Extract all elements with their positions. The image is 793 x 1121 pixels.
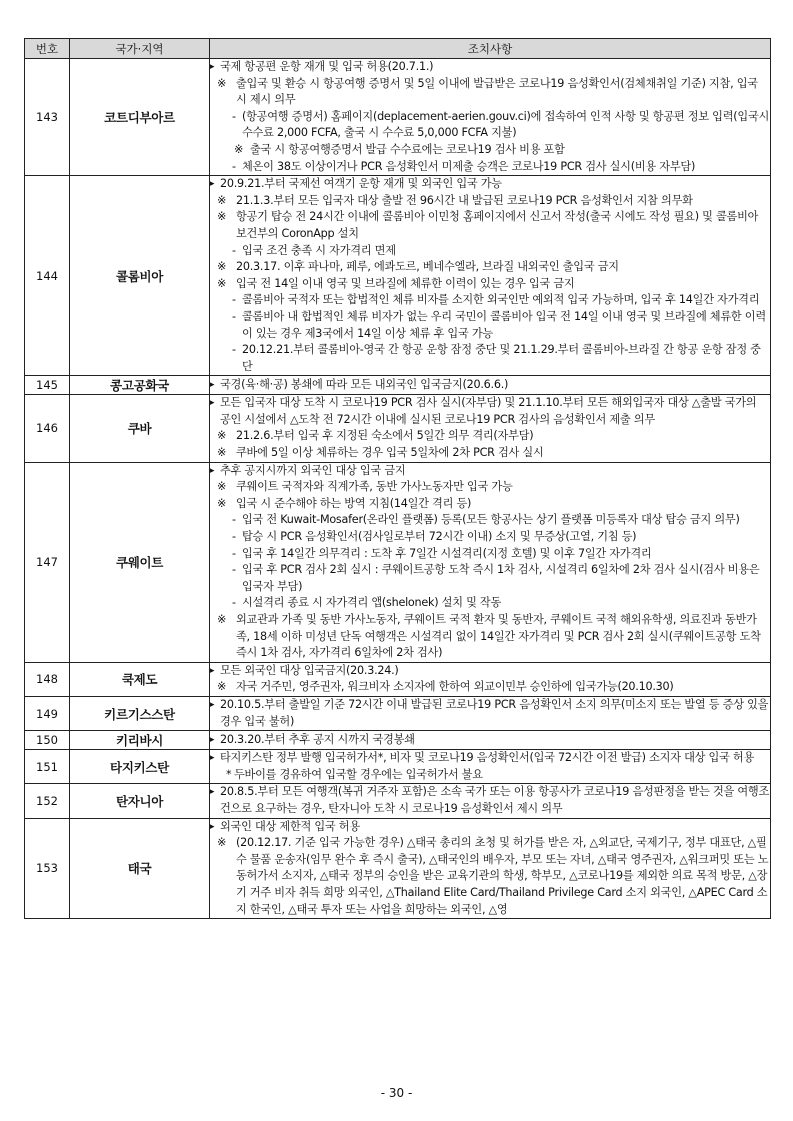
country-name: 코트디부아르 [70, 59, 210, 176]
measure-item: ※ 쿠바에 5일 이상 체류하는 경우 입국 5일차에 2차 PCR 검사 실시 [210, 445, 770, 462]
measure-item: ※ 자국 거주민, 영주권자, 워크비자 소지자에 한하여 외교이민부 승인하에 입국가능(20.10.30) [210, 679, 770, 696]
measure-item: ▸ 추후 공지시까지 외국인 대상 입국 금지 [210, 463, 770, 480]
measures-table [24, 38, 771, 919]
measure-item: ▸ 20.3.20.부터 추후 공지 시까지 국경봉쇄 [210, 732, 770, 749]
measure-item: - 콜롬비아 국적자 또는 합법적인 체류 비자를 소지한 외국인만 예외적 입국 가능하며, 입국 후 14일간 자가격리 [210, 292, 770, 309]
table-row [25, 59, 771, 176]
measures-cell [210, 784, 771, 818]
table-row [25, 462, 771, 662]
measure-item: ※ 쿠웨이트 국적자와 직계가족, 동반 가사노동자만 입국 가능 [210, 479, 770, 496]
measure-item: ▸ 모든 입국자 대상 도착 시 코로나19 PCR 검사 실시(자부담) 및 21.1.10.부터 모든 해외입국자 대상 △출발 국가의 공인 시설에서 △도착 전 72시간 이내에 실시된 코로나19 PCR 검사의 음성확인서 제출 의무 [210, 395, 770, 428]
row-number: 148 [25, 662, 70, 696]
table-row [25, 376, 771, 395]
header-country: 국가·지역 [70, 39, 210, 59]
header-number: 번호 [25, 39, 70, 59]
table-row [25, 662, 771, 696]
row-number: 153 [25, 818, 70, 919]
page-number: - 30 - [380, 1086, 413, 1100]
measure-item: - (항공여행 증명서) 홈페이지(deplacement-aerien.gouv.ci)에 접속하여 인적 사항 및 항공편 정보 입력(입국시 수수료 2,000 FCFA, 출국 시 수수료 5,0,000 FCFA 지불) [210, 109, 770, 142]
measure-item: ※ 입국 전 14일 이내 영국 및 브라질에 체류한 이력이 있는 경우 입국 금지 [210, 276, 770, 293]
measures-cell [210, 731, 771, 750]
country-name: 콩고공화국 [70, 376, 210, 395]
measure-item: ※ 21.2.6.부터 입국 후 지정된 숙소에서 5일간 의무 격리(자부담) [210, 428, 770, 445]
measure-item: ▸ 20.9.21.부터 국제선 여객기 운항 재개 및 외국인 입국 가능 [210, 176, 770, 193]
measure-item: - 콜롬비아 내 합법적인 체류 비자가 없는 우리 국민이 콜롬비아 입국 전 14일 이내 영국 및 브라질에 체류한 이력이 있는 경우 제3국에서 14일 이상 체류 후 입국 가능 [210, 309, 770, 342]
measures-cell [210, 376, 771, 395]
measure-item: - 체온이 38도 이상이거나 PCR 음성확인서 미제출 승객은 코로나19 PCR 검사 실시(비용 자부담) [210, 159, 770, 176]
measure-item: ※ 20.3.17. 이후 파나마, 페루, 에콰도르, 베네수엘라, 브라질 내외국인 출입국 금지 [210, 259, 770, 276]
measure-item: ▸ 국제 항공편 운항 재개 및 입국 허용(20.7.1.) [210, 59, 770, 76]
country-name: 쿡제도 [70, 662, 210, 696]
table-header-row [25, 39, 771, 59]
country-name: 태국 [70, 818, 210, 919]
measure-item: - 입국 후 14일간 의무격리 : 도착 후 7일간 시설격리(지정 호텔) 및 이후 7일간 자가격리 [210, 546, 770, 563]
measure-item: ▸ 20.10.5.부터 출발일 기준 72시간 이내 발급된 코로나19 PCR 음성확인서 소지 의무(미소지 또는 발열 등 증상 있을 경우 입국 불허) [210, 697, 770, 730]
measure-item: ▸ 모든 외국인 대상 입국금지(20.3.24.) [210, 663, 770, 680]
measures-cell [210, 462, 771, 662]
table-row [25, 395, 771, 462]
measure-item: ※ 출입국 및 환승 시 항공여행 증명서 및 5일 이내에 발급받은 코로나19 음성확인서(검체채취일 기준) 지참, 입국 시 제시 의무 [210, 76, 770, 109]
measure-item: - 입국 전 Kuwait-Mosafer(온라인 플랫폼) 등록(모든 항공사는 상기 플랫폼 미등록자 대상 탑승 금지 의무) [210, 512, 770, 529]
measures-cell [210, 59, 771, 176]
measure-item: ▸ 타지키스탄 정부 발행 입국허가서*, 비자 및 코로나19 음성확인서(입국 72시간 이전 발급) 소지자 대상 입국 허용 [210, 750, 770, 767]
row-number: 146 [25, 395, 70, 462]
measure-item: ※ 출국 시 항공여행증명서 발급 수수료에는 코로나19 검사 비용 포함 [210, 142, 770, 159]
header-measures: 조치사항 [210, 39, 771, 59]
row-number: 145 [25, 376, 70, 395]
measure-item: ※ 21.1.3.부터 모든 입국자 대상 출발 전 96시간 내 발급된 코로나19 PCR 음성확인서 지참 의무화 [210, 193, 770, 210]
country-name: 탄자니아 [70, 784, 210, 818]
row-number: 144 [25, 176, 70, 376]
table-row [25, 784, 771, 818]
measure-item: - 입국 후 PCR 검사 2회 실시 : 쿠웨이트공항 도착 즉시 1차 검사, 시설격리 6일차에 2차 검사 실시(검사 비용은 입국자 부담) [210, 562, 770, 595]
measures-cell [210, 662, 771, 696]
country-name: 타지키스탄 [70, 750, 210, 784]
country-name: 콜롬비아 [70, 176, 210, 376]
measure-item: ▸ 20.8.5.부터 모든 여행객(복귀 거주자 포함)은 소속 국가 또는 이용 항공사가 코로나19 음성판정을 받는 것을 여행조건으로 요구하는 경우, 탄자니아 도착 시 코로나19 음성확인서 제시 의무 [210, 784, 770, 817]
table-body [25, 59, 771, 919]
country-name: 쿠웨이트 [70, 462, 210, 662]
table-row [25, 731, 771, 750]
measure-item: ※ 항공기 탑승 전 24시간 이내에 콜롬비아 이민청 홈페이지에서 신고서 작성(출국 시에도 작성 필요) 및 콜롬비아 보건부의 CoronApp 설치 [210, 209, 770, 242]
measure-item: ※ (20.12.17. 기준 입국 가능한 경우) △태국 총리의 초청 및 허가를 받은 자, △외교단, 국제기구, 정부 대표단, △필수 물품 운송자(임무 완수 후 즉시 출국), △태국인의 배우자, 부모 또는 자녀, △태국 영주권자, △워크퍼밋 또는 노동허가서 소지자, △태국 정부의 승인을 받은 교육기관의 학생, 학부모, △코로나19를 제외한 의료 목적 방문, △장기 거주 비자 취득 희망 외국인, △Thailand Elite Card/Thailand Privilege Card 소지 외국인, △APEC Card 소지 한국인, △태국 투자 또는 사업을 희망하는 외국인, △영 [210, 835, 770, 918]
row-number: 152 [25, 784, 70, 818]
country-name: 키르기스스탄 [70, 696, 210, 730]
measures-cell [210, 176, 771, 376]
table-row [25, 750, 771, 784]
row-number: 143 [25, 59, 70, 176]
row-number: 150 [25, 731, 70, 750]
measures-cell [210, 750, 771, 784]
measures-cell [210, 696, 771, 730]
measure-item: ▸ 국경(육·해·공) 봉쇄에 따라 모든 내외국인 입국금지(20.6.6.) [210, 377, 770, 394]
country-name: 키리바시 [70, 731, 210, 750]
measure-item: ※ 외교관과 가족 및 동반 가사노동자, 쿠웨이트 국적 환자 및 동반자, 쿠웨이트 국적 해외유학생, 의료진과 동반가족, 18세 이하 미성년 단독 여행객은 시설격리 없이 14일간 자가격리 및 PCR 검사 2회 실시(쿠웨이트공항 도착 즉시 1차 검사, 자가격리 6일차에 2차 검사) [210, 612, 770, 662]
measure-item: ※ 입국 시 준수해야 하는 방역 지침(14일간 격리 등) [210, 496, 770, 513]
measure-item: - 탑승 시 PCR 음성확인서(검사일로부터 72시간 이내) 소지 및 무증상(고열, 기침 등) [210, 529, 770, 546]
measure-item: ▸ 외국인 대상 제한적 입국 허용 [210, 819, 770, 836]
table-row [25, 696, 771, 730]
row-number: 151 [25, 750, 70, 784]
row-number: 147 [25, 462, 70, 662]
measure-item: * 두바이를 경유하여 입국할 경우에는 입국허가서 불요 [210, 767, 770, 784]
measures-cell [210, 818, 771, 919]
table-row [25, 818, 771, 919]
row-number: 149 [25, 696, 70, 730]
country-name: 쿠바 [70, 395, 210, 462]
measure-item: - 입국 조건 충족 시 자가격리 면제 [210, 243, 770, 260]
measures-cell [210, 395, 771, 462]
table-row [25, 176, 771, 376]
measure-item: - 시설격리 종료 시 자가격리 앱(shelonek) 설치 및 작동 [210, 595, 770, 612]
measure-item: - 20.12.21.부터 콜롬비아-영국 간 항공 운항 잠정 중단 및 21.1.29.부터 콜롬비아-브라질 간 항공 운항 잠정 중단 [210, 342, 770, 375]
